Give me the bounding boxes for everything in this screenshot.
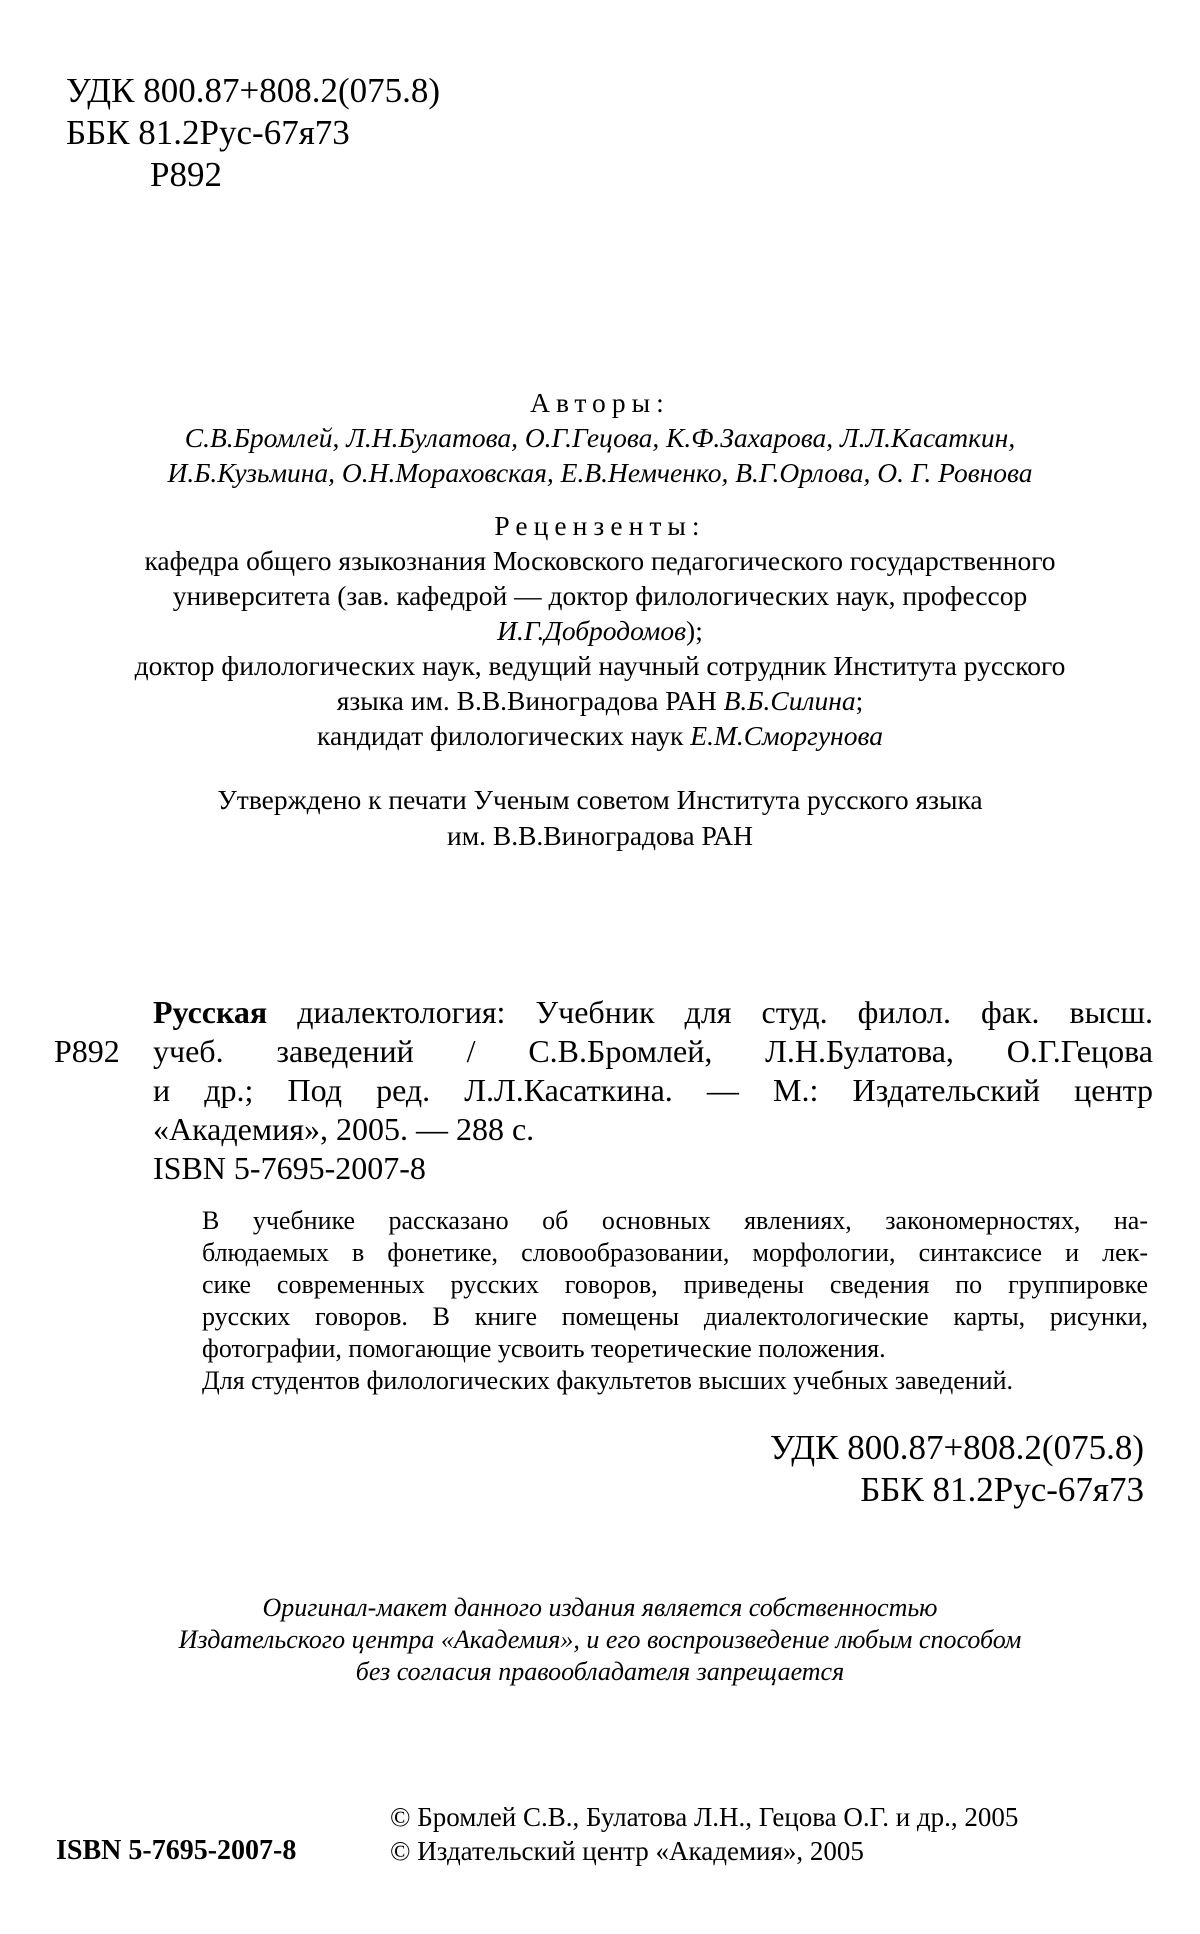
catalog-line-2: учеб. заведений / С.В.Бромлей, Л.Н.Булатова, О.Г.Гецова [153, 1033, 1153, 1069]
abstract [202, 1205, 1148, 1397]
reviewer-name-silina: В.Б.Силина [723, 685, 856, 716]
catalog-line-3: и др.; Под ред. Л.Л.Касаткина. — М.: Издательский центр [153, 1072, 1153, 1108]
authors-heading: Авторы: [530, 387, 670, 418]
reviewers-line-1: кафедра общего языкознания Московского педагогического государственного [144, 545, 1056, 576]
reviewer-name-dobrodomov: И.Г.Добродомов [497, 615, 687, 646]
copyright-authors: © Бромлей С.В., Булатова Л.Н., Гецова О.Г. и др., 2005 [390, 1802, 1019, 1832]
notice-line-2: Издательского центра «Академия», и его воспроизведение любым способом [178, 1625, 1022, 1654]
reviewers-line-6: кандидат филологических наук Е.М.Сморгунова [317, 720, 883, 751]
reviewers-line-4: доктор филологических наук, ведущий научный сотрудник Института русского [134, 650, 1066, 681]
isbn-bottom: ISBN 5-7695-2007-8 [56, 1835, 297, 1866]
copyright-publisher: © Издательский центр «Академия», 2005 [390, 1836, 864, 1866]
copyright-lines [390, 1800, 1018, 1868]
approval-line-2: им. В.В.Виноградова РАН [446, 820, 753, 851]
authors-line-1: С.В.Бромлей, Л.Н.Булатова, О.Г.Гецова, К.Ф.Захарова, Л.Л.Касаткин, [184, 422, 1016, 453]
top-classification-codes [66, 70, 440, 196]
authors-line-2: И.Б.Кузьмина, О.Н.Мораховская, Е.В.Немченко, В.Г.Орлова, О. Г. Ровнова [167, 457, 1033, 488]
catalog-card [54, 993, 1154, 1188]
abstract-line-3: сике современных русских говоров, приведены сведения по группировке [202, 1270, 1148, 1299]
reviewers-heading: Рецензенты: [494, 510, 706, 541]
notice-line-1: Оригинал-макет данного издания является собственностью [262, 1593, 938, 1622]
copyright-notice [60, 1592, 1140, 1688]
catalog-line-4: «Академия», 2005. — 288 с. [153, 1111, 535, 1147]
reviewers-line-2: университета (зав. кафедрой — доктор филологических наук, профессор [172, 580, 1028, 611]
reviewers-line-3: И.Г.Добродомов); [497, 615, 703, 646]
catalog-title-bold: Русская [153, 994, 268, 1030]
author-mark-code: Р892 [150, 155, 222, 194]
abstract-line-5: фотографии, помогающие усвоить теоретические положения. [202, 1334, 886, 1363]
abstract-line-6: Для студентов филологических факультетов высших учебных заведений. [202, 1366, 1014, 1395]
bbk-code-bottom: ББК 81.2Рус-67я73 [860, 1470, 1144, 1509]
bbk-code: ББК 81.2Рус-67я73 [66, 113, 350, 152]
approval-section [40, 782, 1160, 854]
reviewers-line-5: языка им. В.В.Виноградова РАН В.Б.Силина; [336, 685, 864, 716]
reviewer-name-smorgunova: Е.М.Сморгунова [690, 720, 883, 751]
udk-code-bottom: УДК 800.87+808.2(075.8) [769, 1428, 1144, 1467]
udk-code: УДК 800.87+808.2(075.8) [66, 71, 441, 110]
catalog-isbn: ISBN 5-7695-2007-8 [153, 1150, 426, 1186]
catalog-card-code: Р892 [54, 1033, 120, 1069]
bottom-classification-codes [770, 1427, 1144, 1511]
approval-line-1: Утверждено к печати Ученым советом Института русского языка [217, 784, 983, 815]
abstract-line-2: блюдаемых в фонетике, словообразовании, морфологии, синтаксисе и лек- [202, 1238, 1148, 1267]
authors-section [40, 385, 1160, 490]
abstract-line-4: русских говоров. В книге помещены диалектологические карты, рисунки, [202, 1302, 1148, 1331]
catalog-line-1: Русская диалектология: Учебник для студ. филол. фак. высш. [153, 994, 1153, 1030]
notice-line-3: без согласия правообладателя запрещается [355, 1657, 845, 1686]
reviewers-section [40, 508, 1160, 753]
abstract-line-1: В учебнике рассказано об основных явлениях, закономерностях, на- [202, 1206, 1148, 1235]
